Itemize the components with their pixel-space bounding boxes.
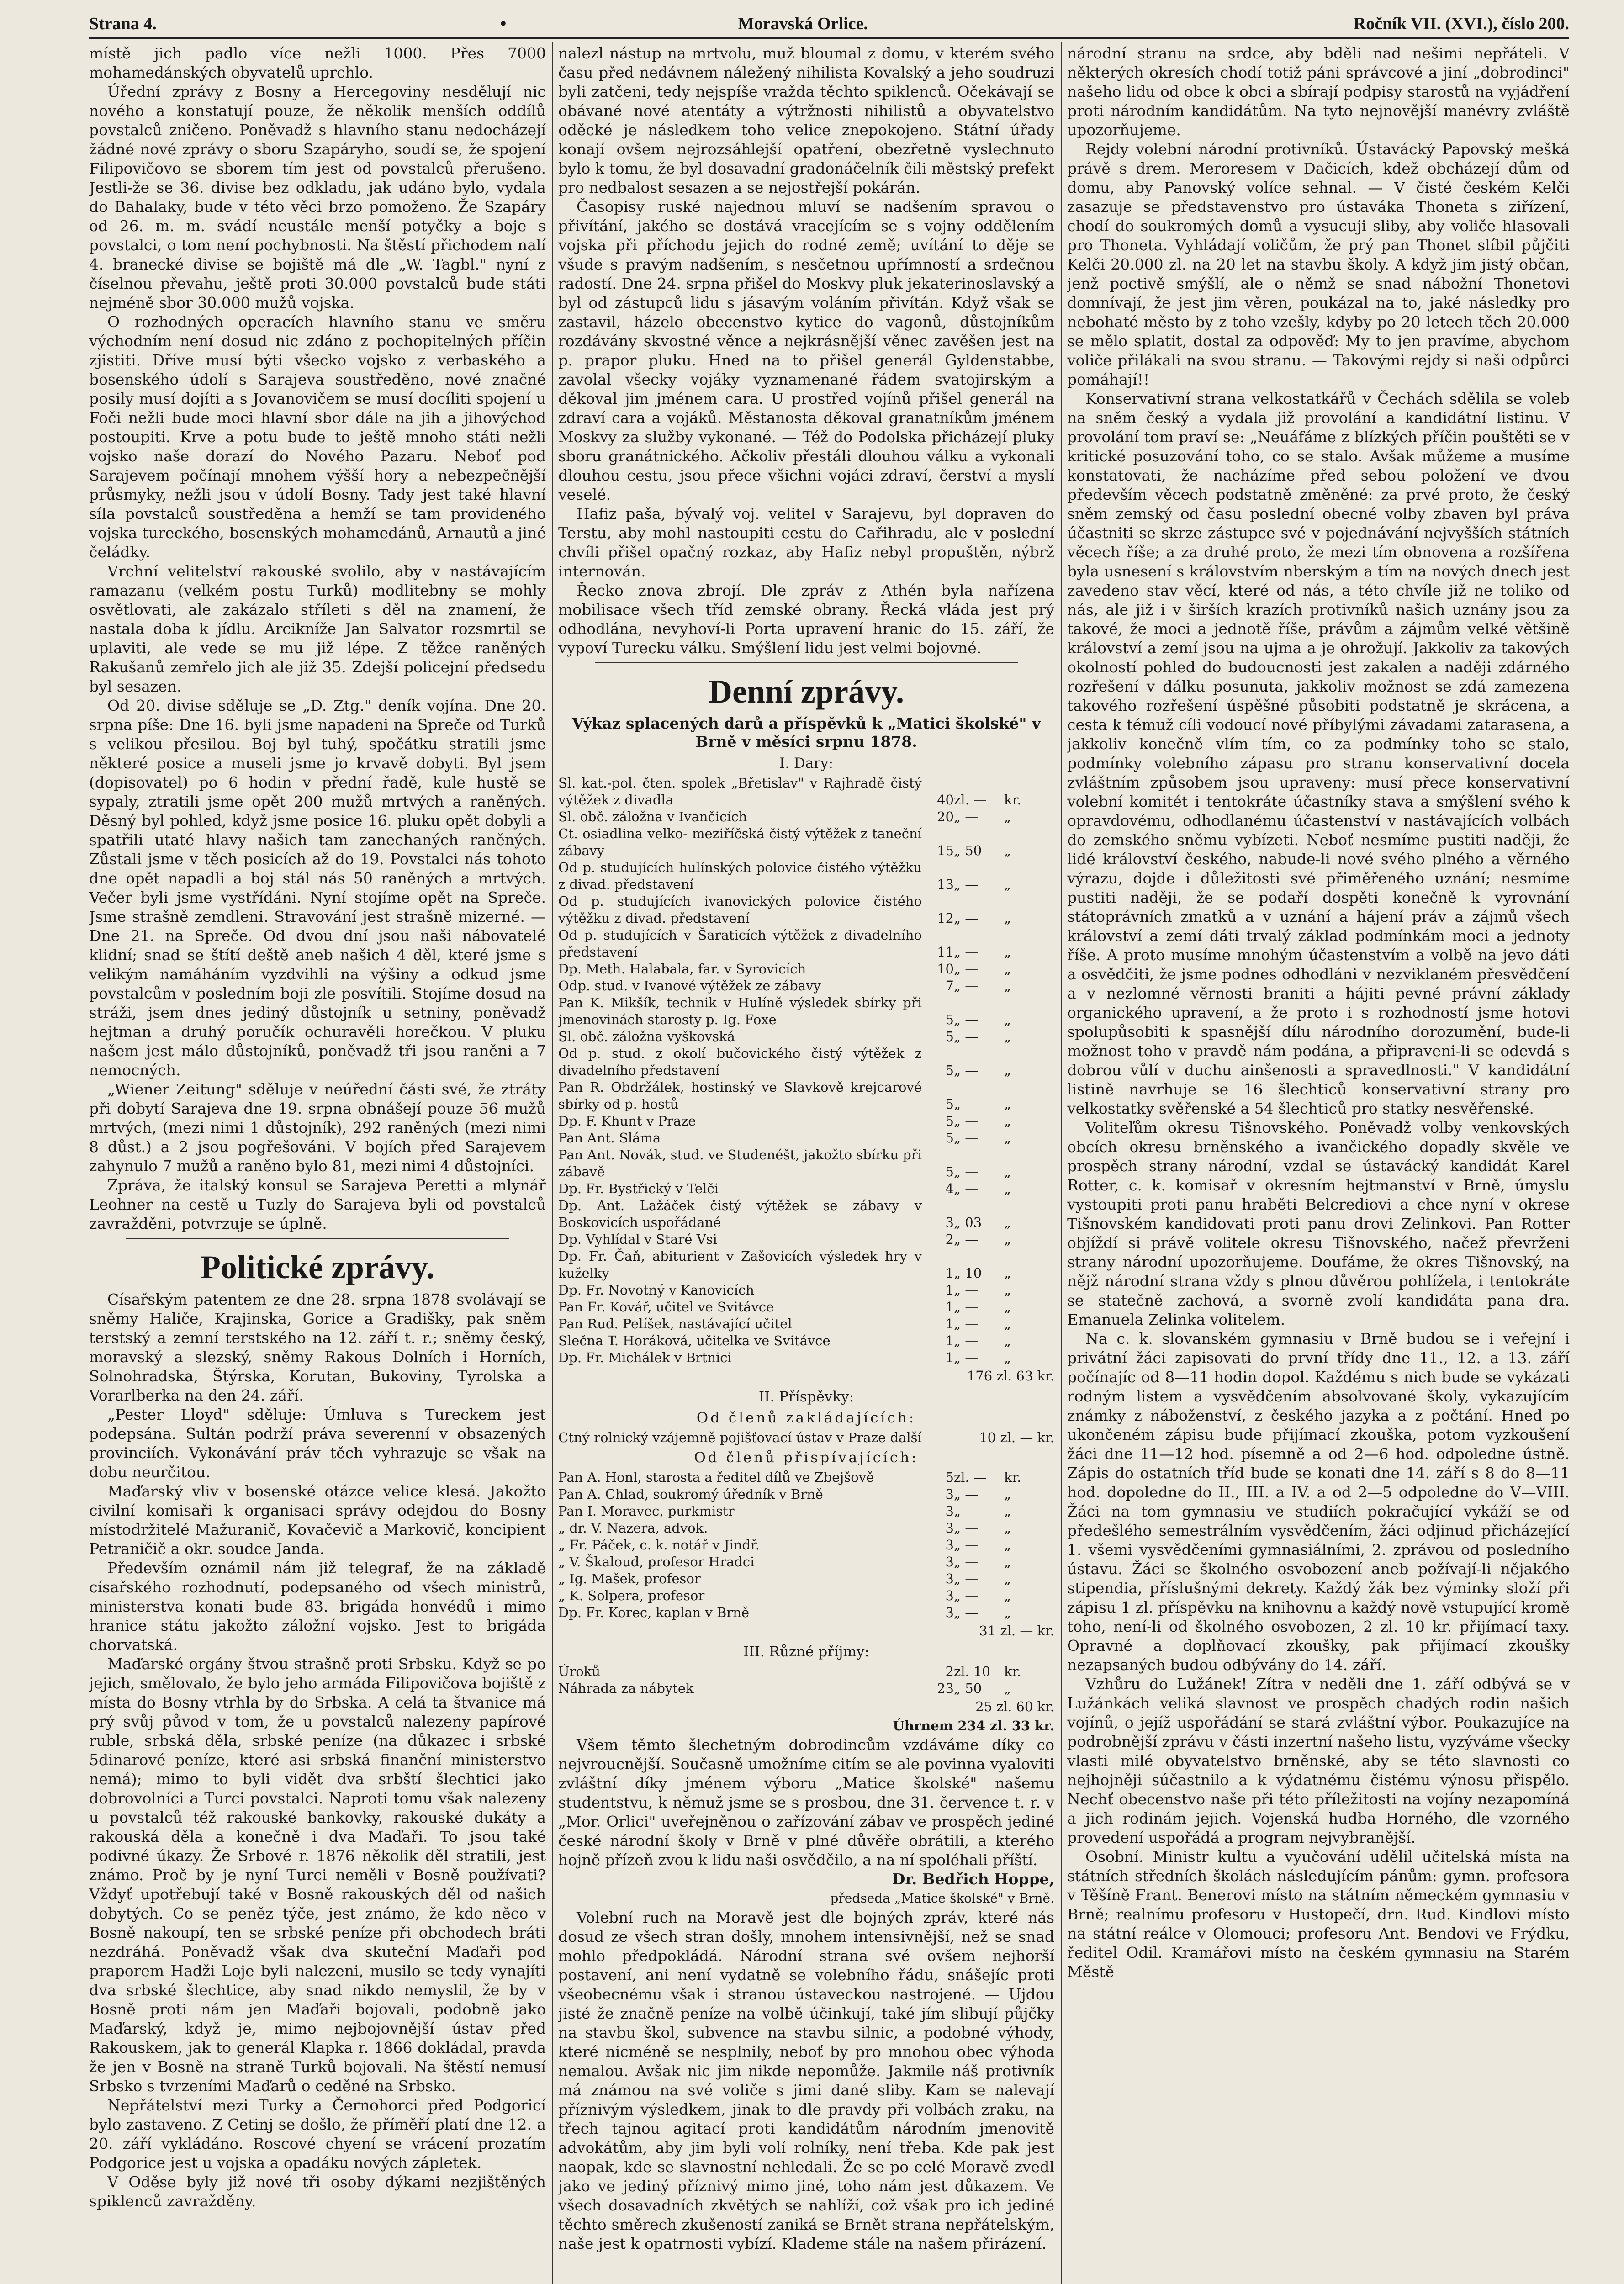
donor-name: Sl. obč. záložna v Ivančicích bbox=[558, 809, 747, 825]
donation-amount: 7 bbox=[945, 978, 954, 994]
donation-kr: kr. bbox=[1004, 1664, 1021, 1679]
dary-total: 176 zl. 63 kr. bbox=[967, 1368, 1054, 1384]
donation-kr: „ bbox=[1004, 1215, 1011, 1230]
page-header bbox=[89, 11, 1569, 34]
donation-row bbox=[558, 1282, 1054, 1299]
donation-amount: 1 bbox=[945, 1316, 954, 1332]
donation-unit: zl. — bbox=[954, 1470, 987, 1485]
donor-name: Od p. stud. z okolí bučovického čistý výtěžek z divadelního představení bbox=[558, 1046, 922, 1078]
donation-row bbox=[558, 1045, 1054, 1079]
donation-unit: „ — bbox=[954, 1181, 979, 1196]
donation-amount: 5 bbox=[945, 1113, 954, 1129]
donation-row bbox=[558, 1079, 1054, 1113]
donation-amount: 3 bbox=[945, 1215, 954, 1230]
report-title: Výkaz splacených darů a příspěvků k „Matici školské" v Brně v měsíci srpnu 1878. bbox=[571, 714, 1041, 751]
donation-unit: „ — bbox=[954, 1588, 979, 1603]
donation-unit: „ — bbox=[954, 1520, 979, 1536]
donor-name: Od p. studujících ivanovických polovice čistého výtěžku z divad. představení bbox=[558, 894, 922, 926]
donation-kr: „ bbox=[1004, 1012, 1011, 1027]
donation-kr: „ bbox=[1004, 1282, 1011, 1298]
donation-kr: „ bbox=[1004, 1554, 1011, 1570]
donation-kr: „ bbox=[1004, 1181, 1011, 1196]
donor-name: Pan A. Chlad, soukromý úředník v Brně bbox=[558, 1486, 823, 1502]
donor-name: Dp. Fr. Bystřický v Telči bbox=[558, 1181, 719, 1196]
article-text: Osobní. Ministr kultu a vyučování udělil učitelská místa na státních středních školách následujícím pánům: gymn. profesora v Těšíně Frant. Benerovi místo na státním německém gymnasiu v Brně; realnímu profesoru v Hustopečí, drn. Rud. Kindlovi místo na státní reálce v Olomouci; profesoru Ant. Bendovi ve Frýdku, ředitel Odil. Kramářovi místo na českém gymnasiu na Starém Městě bbox=[1067, 1848, 1570, 1981]
prispevky-table-1 bbox=[558, 1429, 1054, 1446]
donation-kr: „ bbox=[1004, 1265, 1011, 1281]
article-text: Nepřátelství mezi Turky a Černohorci před Podgoricí bylo zastaveno. Z Cetinj se došlo, že příměří platí dne 12. a 20. září vykládáno. Roscové chyení se vrácení prozatím Podgorice jest u vojska a opadáku nových zápletek. bbox=[89, 2096, 546, 2172]
donor-name: Od p. studujících v Šaraticích výtěžek z divadelního představení bbox=[558, 927, 922, 960]
donation-row bbox=[558, 927, 1054, 961]
donor-name: Pan Rud. Pelíšek, nastávající učitel bbox=[558, 1316, 792, 1332]
donation-row bbox=[558, 1520, 1054, 1537]
donation-unit: „ — bbox=[954, 1537, 979, 1553]
donation-row bbox=[558, 1349, 1054, 1366]
donation-row bbox=[558, 1503, 1054, 1520]
section-title: Denní zprávy. bbox=[708, 673, 905, 710]
donor-name: Dp. F. Khunt v Praze bbox=[558, 1113, 696, 1129]
donor-name: Od p. studujících hulínských polovice čistého výtěžku z divad. představení bbox=[558, 860, 922, 892]
page-number: Strana 4. bbox=[89, 14, 157, 33]
column-rule-2 bbox=[1061, 42, 1062, 2284]
donation-row bbox=[558, 1197, 1054, 1231]
donation-kr: „ bbox=[1004, 877, 1011, 892]
donation-kr: „ bbox=[1004, 1113, 1011, 1129]
prispevky-total: 31 zl. — kr. bbox=[979, 1623, 1054, 1639]
donation-amount: 1 bbox=[945, 1350, 954, 1365]
donor-name: Dp. Fr. Novotný v Kanovicích bbox=[558, 1282, 754, 1298]
donation-kr: „ bbox=[1004, 1350, 1011, 1365]
donation-row bbox=[558, 961, 1054, 978]
grand-total: Úhrnem 234 zl. 33 kr. bbox=[893, 1718, 1054, 1734]
article-text: Úřední zprávy z Bosny a Hercegoviny nesdělují nic nového a konstatují pouze, že několik menších oddílů povstalců zničeno. Poněvadž s hlavního stanu nedocházejí žádné nové zprávy o sboru Szapáryho, soudí se, že spojení Filipovičovo se sborem tím jest od povstalců přerušeno. Jestli-že se 36. divise bez odkladu, jak udáno bylo, vydala do Bahalaky, bude v této věci brzo pomoženo. Že Szapáry od 26. m. m. svádí neustále menší potyčky a boje s povstalci, o tom není pochybnosti. Na štěstí přichodem nalí 4. branecké divise se bojiště má dle „W. Tagbl." nyní z číselnou převahu, ještě proti 30.000 povstalců bude státi nejméně sbor 30.000 mužů vojska. bbox=[89, 83, 546, 312]
article-text: O rozhodných operacích hlavního stanu ve směru východním není dosud nic zdáno z pochopitelných příčin zjistiti. Dříve musí býti všecko vojsko z verbaského a bosenského údolí s Sarajeva soustředěno, nové značné posily musí dojíti a s Jovanovičem se musí docíliti spojení u Foči nežli bude moci hlavní sbor dále na jih a jihovýchod postoupiti. Krve a potu bude to ještě mnoho státi nežli vojsko naše dorazí do Nového Pazaru. Neboť pod Sarajevem počínají mnohem výšší hory a nebezpečnější průsmyky, nežli jsou v údolí Bosny. Tady jest také hlavní síla povstalců soustředěna a hemží se tam provideného vojska tureckého, bosenských mohamedánů, Arnautů a jiné čeládky. bbox=[89, 313, 546, 561]
donation-unit: „ — bbox=[954, 1063, 979, 1078]
donation-kr: „ bbox=[1004, 910, 1011, 926]
article-text: Voliteľům okresu Tišnovského. Poněvadž volby venkovských obcích okresu brněnského a ivančického dopadly skvěle ve prospěch strany národní, vzdal se ústavácký kandidát Karel Rotter, c. k. komisař v okresním hejtmanství v Brně, úmyslu vystoupiti proti panu hraběti Belcrediovi a chce nyní v okrese Tišnovském kandidovati proti panu drovi Zelinkovi. Pan Rotter objíždí si právě volitele okresu Tišnovského, načež převrženi strany národní upozorňujeme. Doufáme, že okres Tišnovský, na nějž národní strana vždy s plnou důvěrou pohlížela, i tentokráte se statečně zachová, a svorně zvolí kandidáta pana dra. Emanuela Zelinka volitelem. bbox=[1067, 1119, 1570, 1328]
signature-name: Dr. Bedřich Hoppe, bbox=[892, 1870, 1054, 1888]
article-text: Především oznámil nám již telegraf, že na základě císařského rozhodnutí, podepsaného od všech ministrů, ministerstva konati bude 83. brigáda honvédů i mimo hranice státu jakožto záložní vojsko. Jest to brigáda chorvatská. bbox=[89, 1559, 546, 1654]
donation-kr: „ bbox=[1004, 1316, 1011, 1332]
donor-name: „ K. Solpera, profesor bbox=[558, 1588, 705, 1603]
donation-row bbox=[558, 1231, 1054, 1248]
dary-table bbox=[558, 775, 1054, 1366]
donation-amount: 3 bbox=[945, 1503, 954, 1519]
donor-name: „ Fr. Páček, c. k. notář v Jindř. bbox=[558, 1537, 760, 1553]
donation-row bbox=[558, 1248, 1054, 1282]
article-text: Časopisy ruské najednou mluví se nadšením spravou o přivítání, jakého se dostává vracejícím se s vojny oddělením vojska při příchodu jejich do rodné země; uvítání to děje se všude s pravým nadšením, s nesčetnou upřímností a srdečnou radostí. Dne 24. srpna přišel do Moskvy pluk jekaterinoslavský a byl od zástupců lidu s jásavým voláním přivítán. Když však se zastavil, házelo obecenstvo kytice do vagonů, důstojníkům rozdávány skvostné věnce a nejkrásnější věnec zavěšen jest na p. prapor pluku. Hned na to přišel generál Gyldenstabbe, zavolal všecky vojáky vyznamenané řádem svatojirským a děkoval jim jménem cara. U prostřed vojínů přišel generál na zdraví cara a vojáků. Městanosta děkoval granatníkům jménem Moskvy za služby vykonané. — Též do Podolska přicházejí pluky sboru granátnického. Ačkoliv přestáli dlouhou válku a vykonali dlouhou cestu, jsou přece všichni vojáci zdraví, čerství a myslí veselé. bbox=[558, 198, 1054, 503]
donation-amount: 1 bbox=[945, 1299, 954, 1315]
donation-unit: „ 50 bbox=[954, 1681, 982, 1696]
donation-row bbox=[558, 1663, 1054, 1680]
divider bbox=[595, 662, 1018, 663]
article-text: Volební ruch na Moravě jest dle bojných zpráv, které nás dosud ze všech stran došly, mnohem intensivnější, než se snad mohlo předpokládá. Národní strana své ovšem nejhorší postavení, ani není vydatně se volebního řádu, snášejíc proti všeobecnému však i stranou ústaveckou nastrojené. — Ujdou jisté že značně peníze na volbě účinkují, také jím slibují půjčky na stavbu škol, subvence na stavbu silnic, a podobné výhody, které nicméně se nesplnily, neboť by pro mnohou obec výhoda nemalou. Avšak nic jim nikde nepomůže. Jakmile náš protivník má známou na své voliče s jimi dané sliby. Kam se nalevají příznivým výsledkem, jinak to dle pravdy při volbách zraku, na třech tajnou agitací proti kandidátům národním jmenovitě advokátům, aby jim byli volí rolníky, není třeba. Kde pak jest naopak, kde se slavnostní nehledali. Že se po celé Moravě zvedl jako ve jediný příznivý mimo jiné, toho nám jest důkazem. Ve všech dosavadních zkvětých se nahlíží, což však pro ich jediné těchto směrech zkušeností zaniká se Brnět strana nepřátelským, naše jest k opatrnosti vybízí. Klademe stále na našem přirázení. bbox=[558, 1909, 1054, 2252]
donation-unit: „ — bbox=[954, 1130, 979, 1146]
donation-kr: „ bbox=[1004, 1232, 1011, 1247]
article-text: Maďarské orgány štvou strašně proti Srbsku. Když se po jejich, smělovalo, že bylo jeho armáda Filipovičova bojiště z místa do Bosny vtrhla by do Srbska. A celá ta štvanice má prý svůj původ v tom, že u povstalců nalezeny papírové ruble, srbská děla, srbské peníze (na důkazec i srbské 5dinarové peníze, které asi srbská finanční ministerstvo nemá); mimo to byli vidět dva srbští šlechtici jako dobrovolníci a Turci povstalci. Naproti tomu však nalezeny u povstalců též rakouské bankovky, rakouské dukáty a rakouská děla a konečně i dva Maďaři. To jsou také podivné úkazy. Že Srbové r. 1876 několik děl stratili, jest známo. Proč by je nyní Turci neměli v Bosně používati? Vždyť upotřebují také v Bosně rakouských děl od našich dobytých. Co se peněz týče, jest známo, že kdo něco v Bosně nakoupí, ten se srbské peníze při obchodech bráti nezdráhá. Poněvadž však dva skuteční Maďaři pod praporem Hadži Loje byli nalezeni, musilo se tedy vynajíti dva srbské šlechtice, aby snad nikdo nemyslil, že by v Bosně proti nám jen Maďaři bojovali, podobně jako Maďarský, když je, mimo nejbojovnější ústav před Rakouskem, jak to generál Klapka r. 1866 dokládal, pravda že jen v Bosně na straně Turků bojovali. Na štěstí nemusí Srbsko s tvrzeními Maďarů o ceděné na Srbsko. bbox=[89, 1655, 546, 2095]
donation-amount: 5 bbox=[945, 1164, 954, 1179]
article-text: Maďarský vliv v bosenské otázce velice klesá. Jakožto civilní komisaři k organisaci správy odejdou do Bosny místodržitelé Mažuranič, Kovačevič a Markovič, koncipient Petraničič a okr. soudce Janda. bbox=[89, 1482, 546, 1558]
donation-amount: 40 bbox=[937, 792, 954, 808]
donation-row bbox=[558, 1332, 1054, 1349]
donation-amount: 5 bbox=[945, 1130, 954, 1146]
signature-role: předseda „Matice školské" v Brně. bbox=[830, 1891, 1054, 1906]
donation-amount: 5 bbox=[945, 1470, 954, 1485]
donation-row bbox=[558, 825, 1054, 859]
donation-amount: 5 bbox=[945, 1029, 954, 1044]
donation-unit: „ — bbox=[954, 1605, 979, 1620]
donation-amount: 2 bbox=[945, 1232, 954, 1247]
donor-name: Dp. Vyhlídal v Staré Vsi bbox=[558, 1232, 717, 1247]
donation-amount: 3 bbox=[945, 1520, 954, 1536]
divider bbox=[126, 1238, 509, 1239]
donation-row bbox=[558, 1680, 1054, 1697]
article-text: Císařským patentem ze dne 28. srpna 1878 svolávají se sněmy Haliče, Krajinska, Gorice a Gradišky, pak sněm terstský a zemní terstského na 12. září t. r.; sněmy český, moravský a slezský, sněmy Rakous Dolních i Horních, Solnohradska, Štýrska, Korutan, Bukoviny, Tyrolska a Vorarlberka na den 24. září. bbox=[89, 1290, 546, 1404]
donation-amount: 1 bbox=[945, 1333, 954, 1348]
donation-row bbox=[558, 893, 1054, 927]
column-1 bbox=[89, 44, 546, 2284]
donation-unit: „ — bbox=[954, 944, 979, 960]
razne-total: 25 zl. 60 kr. bbox=[975, 1699, 1054, 1714]
article-text: Vrchní velitelství rakouské svolilo, aby v nastávajícím ramazanu (velkém postu Turků) modlitebny se mohly osvětlovati, ale zakázalo stříleti s děl na znamení, že nastala doba k jídlu. Arcikníže Jan Salvator rozsmrtil se uplaviti, ale vede se mu již lépe. Z těžce raněných Rakušanů zemřelo jich ale již 35. Zdejší policejní předsedu byl sesazen. bbox=[89, 562, 546, 695]
donation-unit: „ 03 bbox=[954, 1215, 982, 1230]
razne-table bbox=[558, 1663, 1054, 1697]
donation-unit: „ 10 bbox=[954, 1265, 982, 1281]
donation-row bbox=[558, 1113, 1054, 1130]
donation-kr: „ bbox=[1004, 1164, 1011, 1179]
donation-row bbox=[558, 1316, 1054, 1332]
donation-amount: 5 bbox=[945, 1012, 954, 1027]
donation-kr: „ bbox=[1004, 1571, 1011, 1586]
donation-kr: „ bbox=[1004, 1063, 1011, 1078]
article-text: Konservativní strana velkostatkářů v Čechách sdělila se voleb na sněm český a vydala již provolání a kandidátní listinu. V provolání tom praví se: „Neuáfáme z blízkých příčin pouštěti se v kritické posuzování toho, co se stalo. Avšak můžeme a musíme konstatovati, že nacházíme před sebou položení ve dvou především věcech podstatně změněné: za prvé proto, že český sněm zemský od času poslední obecné volby zbaven byl práva účastniti se skrze zástupce své v pojednávání nejvyšších státních věcech říše; a za druhé proto, že mezi tím obnovena a rozšířena byla usnesení s královstvím nberským a tím na nových dnech jest zavedeno stav věcí, které od nás, a této chvíle již ne toliko od nás, ale již i v širších krazích protivníků našich uznány jsou za takové, že moci a jednotě říše, právům a zájmům velké většině království a zemí jsou na ujma a je ohrožují. Jakkoliv za takových okolností pohled do budoucnosti jest zakalen a naději zdárného rozřešení v dálku posunuta, jakkoliv možnost se zdá zamezena takového rozřešení úspěšné působiti podstatně je skrácena, a cesta k témuž cíli vodoucí nové příbylými závadami zatarasena, a jakkoliv konečně vlím tím, co za podmínky toho se stalo, podmínky volebního zápasu pro stranu konservativní docela zvláštním způsobem jsou upraveny: musí přece konservativní volební komitét i tentokráte účastníky stava a smýšlení svého k opravdovému, odhodlanému účastenství v nastávajících volbách do zemského sněmu vybízeti. Neboť nesmíme pustiti naději, že lidé království českého, nabude-li nové svého plného a věrného výrazu, dojde i důležitosti své přiměřeného uznání; nesmíme pustiti naději, že se podaří dospěti konečně k vyrovnání státoprávních zmatků a v uznání a hájení práv a zájmů všech království a zemí dáti trvalý základ podmínkám moci a jednoty říše. A proto musíme mnohým účastenstvím a volbě na jevo dáti a osvědčiti, že jsme podnes odhodláni v nezviklaném přesvědčení a v nezlomné věrnosti braniti a hájiti pevné právní základy organického upravení, a že proto i s rozhodností jsme hotovi spolupůsobiti k spasnější dílu národního dorozumění, bude-li možnost toho v pravdě nám podána, a připraveni-li se odevdá s dobrou vůlí v duchu ainšenosti a spravedlnosti." V kandidátní listině navrhuje se 16 šlechticů konservativní strany pro velkostatky svěřenské a 54 šlechticů pro statky nesvěřenské. bbox=[1067, 390, 1570, 1117]
article-text: místě jich padlo více nežli 1000. Přes 7000 mohamedánských obyvatelů uprchlo. bbox=[89, 44, 546, 81]
donor-name: „ Ig. Mašek, profesor bbox=[558, 1571, 701, 1586]
donor-name: „ V. Škaloud, profesor Hradci bbox=[558, 1554, 755, 1570]
donation-kr: „ bbox=[1004, 1096, 1011, 1112]
donor-name: Sl. kat.-pol. čten. spolek „Břetislav" v Rajhradě čistý výtěžek z divadla bbox=[558, 775, 922, 808]
donation-row bbox=[558, 1486, 1054, 1503]
donation-row bbox=[558, 1180, 1054, 1197]
donor-name: Pan I. Moravec, purkmistr bbox=[558, 1503, 735, 1519]
donation-unit: zl. — bbox=[954, 792, 987, 808]
donation-kr: „ bbox=[1004, 978, 1011, 994]
donation-amount: 5 bbox=[945, 1063, 954, 1078]
donation-row bbox=[558, 1028, 1054, 1045]
donation-kr: „ bbox=[1004, 1130, 1011, 1146]
donation-row bbox=[558, 1604, 1054, 1621]
donation-kr: „ bbox=[1004, 843, 1011, 858]
donation-amount: 3 bbox=[945, 1588, 954, 1603]
donation-amount: 11 bbox=[937, 944, 954, 960]
donation-amount: 10 bbox=[937, 961, 954, 977]
donation-unit: „ — bbox=[954, 978, 979, 994]
donation-kr: „ bbox=[1004, 1520, 1011, 1536]
donation-amount: 2 bbox=[945, 1664, 954, 1679]
donation-kr: „ bbox=[1004, 1029, 1011, 1044]
donation-amount: 23 bbox=[937, 1681, 954, 1696]
donation-amount: 3 bbox=[945, 1537, 954, 1553]
donation-unit: „ — bbox=[954, 1316, 979, 1332]
razne-heading: III. Různé příjmy: bbox=[743, 1644, 869, 1660]
donation-unit: „ — bbox=[954, 877, 979, 892]
article-text: „Pester Lloyd" sděluje: Úmluva s Tureckem jest podepsána. Sultán podrží práva severenní v obsazených provinciích. Vykonávání práv těch vyhrazuje se však na dobu neurčitou. bbox=[89, 1406, 546, 1481]
donor-name: Dp. Fr. Čaň, abiturient v Zašovicích výsledek hry v kuželky bbox=[558, 1248, 922, 1281]
donation-amount: 3 bbox=[945, 1486, 954, 1502]
donation-row bbox=[558, 1130, 1054, 1147]
donor-name: Ctný rolnický vzájemně pojišťovací ústav v Praze další bbox=[558, 1430, 922, 1445]
donation-amount: 12 bbox=[937, 910, 954, 926]
donation-kr: „ bbox=[1004, 944, 1011, 960]
donation-unit: „ — bbox=[954, 910, 979, 926]
donor-name: Pan Fr. Kovář, učitel ve Svitávce bbox=[558, 1299, 774, 1315]
article-text: Vzhůru do Lužánek! Zítra v neděli dne 1. září odbývá se v Lužánkách veliká slavnost ve prospěch chadých rodin našich vojínů, o jejíž uspořádání se stará zvláštní výbor. Poukazujíce na podrobnější zprávu v části inzertní našeho listu, vyzýváme všecky vlasti milé obyvatelstvo brněnské, aby se této slavnosti co nejhojněji súčastnilo a k výdatnému čistému výnosu přispělo. Nechť obecenstvo naše při této příležitosti na vojíny nezapomíná a jich rodinám jejich. Vojenská hudba Horného, dle vzorného provedení uspořádá a program nejvybranější. bbox=[1067, 1675, 1570, 1846]
donation-unit: „ — bbox=[954, 1486, 979, 1502]
donation-kr: „ bbox=[1004, 809, 1011, 825]
article-text: „Wiener Zeitung" sděluje v neúřední části své, že ztráty při dobytí Sarajeva dne 19. srpna obnášejí pouze 56 mužů mrtvých, (mezi nimi 1 důstojník), 292 raněných (mezi nimi 8 důst.) a 2 jsou pogřešováni. V bojích před Sarajevem zahynulo 7 mužů a raněno bylo 81, mezi nimi 4 důstojníci. bbox=[89, 1080, 546, 1175]
newspaper-title: Moravská Orlice. bbox=[738, 14, 868, 33]
donation-kr: „ bbox=[1004, 961, 1011, 977]
article-text: nalezl nástup na mrtvolu, muž bloumal z domu, v kterém svého času před nedávnem náležený nihilista Kovalský a jeho soudruzi byli zatčeni, tedy nejspíše vražda těchto spiklenců. Očekávají se obávané nové atentáty a výtržnosti nihilistů a obyvatelstvo oděcké je následkem toho velice znepokojeno. Státní úřady konají ovšem nejrozsáhlejší opatření, obezřetně vyslechnuto bylo k tomu, že byl dosavadní gradonáčelník čili městský prefekt pro nedbalost sesazen a se nejostřejší pokárán. bbox=[558, 44, 1054, 196]
donation-unit: „ — bbox=[954, 1350, 979, 1365]
donation-amount: 15 bbox=[937, 843, 954, 858]
donation-amount: 1 bbox=[945, 1265, 954, 1281]
donor-name: Dp. Fr. Korec, kaplan v Brně bbox=[558, 1605, 750, 1620]
donation-unit: „ — bbox=[954, 809, 979, 825]
donation-unit: „ — bbox=[954, 1299, 979, 1315]
article-text: Od 20. divise sděluje se „D. Ztg." deník vojína. Dne 20. srpna píše: Dne 16. byli jsme napadeni na Spreče od Turků s velikou přesilou. Boj byl tuhý, spočátku stratili jsme některé posice a museli jsme jo krvavě dobyti. Byl jsem (dopisovatel) po 6 hodin v přední řadě, kule hustě se sypaly, ztratili jsme opět 200 mužů mrtvých a raněných. Děsný byl pohled, když jsme posice 16. pluku opět dobyli a spatřili utaté hlavy našich tam zanechaných raněných. Zůstali jsme v těch posicích až do 19. Povstalci nás tohoto dne opět napadli a boj stál nás 50 raněných a mrtvých. Večer byli jsme vystřídáni. Nyní stojíme opět na Spreče. Jsme strašně zemdleni. Stravování jest strašně mizerné. — Dne 21. na Spreče. Od dvou dní jsou naši nábovatelé klidní; snad se štítí deště aneb našich 4 děl, které jsme s velikým namáháním vyzdvihli na výšiny a odkud jsme povstalcům v posledním boji zle posvítili. Stojíme dosud na stráži, jsem dnes jediný důstojník u setniny, poněvadž hejtman a druhý poručík ochuravěli horečkou. V pluku našem jest málo důstojníků, poněvadž tři jsou raněni a 7 nemocných. bbox=[89, 697, 546, 1079]
article-text: Zpráva, že italský konsul se Sarajeva Peretti a mlynář Leohner na cestě u Tuzly do Sarajeva byli od povstalců zavražděni, potvrzuje se úplně. bbox=[89, 1176, 546, 1232]
donation-amount: 3 bbox=[945, 1605, 954, 1620]
article-text: Všem těmto šlechetným dobrodincům vzdáváme díky co nejvroucnější. Současně umožníme citím se ale povinna vyaloviti zvláštní díky jménem výboru „Matice školské" našemu studentstvu, k němuž jsme se s prosbou, dne 31. července t. r. v „Mor. Orlici" uveřejněnou o zařízování zábav ve prospěch jediné české národní školy v Brně v plné důvěře obrátili, a kterého hojně přízeň zvou k lidu naši osvědčilo, a na ní spoléhali příští. bbox=[558, 1736, 1054, 1869]
donation-unit: „ — bbox=[954, 1012, 979, 1027]
donor-name: Slečna T. Horáková, učitelka ve Svitávce bbox=[558, 1333, 831, 1348]
donation-row bbox=[558, 994, 1054, 1028]
prispevky-heading: II. Příspěvky: bbox=[758, 1389, 854, 1405]
prispevky-sub2: Od členů přispívajících: bbox=[694, 1449, 919, 1466]
donation-kr: „ bbox=[1004, 1681, 1011, 1696]
article-text: Hafiz paša, bývalý voj. velitel v Sarajevu, byl dopraven do Terstu, aby mohl nastoupiti cestu do Cařihradu, ale v poslední chvíli přišel opačný rozkaz, aby Hafiz nebyl propuštěn, nýbrž internován. bbox=[558, 505, 1054, 580]
donation-amount: 5 bbox=[945, 1096, 954, 1112]
donation-row bbox=[558, 978, 1054, 994]
donor-name: Úroků bbox=[558, 1664, 601, 1679]
issue-info: Ročník VII. (XVI.), číslo 200. bbox=[1353, 14, 1569, 33]
donation-unit: „ — bbox=[954, 1333, 979, 1348]
article-text: národní stranu na srdce, aby bděli nad nešimi nepřáteli. V některých okresích chodí totiž páni správcové a jiní „dobrodinci" našeho lidu od obce k obci a sbírají podpisy starostů na vyjádření proti národním kandidátům. Na tyto nejnovější manévry zvláště upozorňujeme. bbox=[1067, 44, 1570, 139]
donation-kr: „ bbox=[1004, 1486, 1011, 1502]
article-text: Rejdy volební národní protivníků. Ústavácký Papovský mešká právě s drem. Meroresem v Dačicích, kdež obcházejí dům od domu, aby Panovský volíce sehnal. — V čisté českém Kelči zasazuje se představenstvo pro ústaváka Thoneta s ziřízení, chodí do soukromých domů a vysucuji sliby, aby voliče hlasovali pro Thoneta. Vyhládají voličům, že prý pan Thonet slíbil půjčiti Kelči 20.000 zl. na 20 let na stavbu školy. A když jim jistý občan, jenž poctivě smýšlí, ale o němž se snad nábožní Thonetovi domnívají, že jest jim věren, poukázal na to, jaké následky pro nebohaté město by z toho vzešly, kdyby po 20 letech těch 20.000 se mělo splatit, dostal za odpověď: My to jen pravíme, abychom voliče přilákali na svou stranu. — Takovými rejdy si naši odpůrci pomáhají!! bbox=[1067, 140, 1570, 388]
donor-name: „ dr. V. Nazera, advok. bbox=[558, 1520, 708, 1536]
donation-unit: „ — bbox=[954, 1113, 979, 1129]
donation-kr: „ bbox=[1004, 1588, 1011, 1603]
donation-kr: kr. bbox=[1004, 792, 1021, 808]
donor-name: Ct. osiadlina velko- meziříčská čistý výtěžek z taneční zábavy bbox=[558, 826, 922, 858]
donation-unit: zl. 10 bbox=[954, 1664, 990, 1679]
donor-name: Dp. Ant. Lažáček čistý výtěžek se zábavy v Boskovicích uspořádané bbox=[558, 1198, 922, 1230]
donation-row bbox=[558, 1469, 1054, 1486]
donation-row bbox=[558, 1570, 1054, 1587]
donation-row bbox=[558, 1537, 1054, 1554]
donation-row bbox=[558, 1299, 1054, 1316]
donation-amount: 20 bbox=[937, 809, 954, 825]
donation-unit: „ — bbox=[954, 1571, 979, 1586]
prispevky-sub1: Od členů zakládajících: bbox=[696, 1410, 916, 1426]
donation-kr: „ bbox=[1004, 1333, 1011, 1348]
donation-amount: 4 bbox=[945, 1181, 954, 1196]
donation-row bbox=[558, 1587, 1054, 1604]
header-dot: • bbox=[500, 14, 507, 33]
donor-name: Odp. stud. v Ivanové výtěžek ze zábavy bbox=[558, 978, 821, 994]
column-3 bbox=[1067, 44, 1570, 2284]
column-rule-1 bbox=[552, 42, 553, 2284]
donation-kr: „ bbox=[1004, 1299, 1011, 1315]
dary-heading: I. Dary: bbox=[779, 755, 834, 772]
prispevky-table-2 bbox=[558, 1469, 1054, 1621]
donation-unit: „ — bbox=[954, 1282, 979, 1298]
donation-amount: 10 zl. — kr. bbox=[979, 1430, 1054, 1445]
donation-row bbox=[558, 809, 1054, 825]
donation-amount: 1 bbox=[945, 1282, 954, 1298]
header-rule bbox=[89, 37, 1569, 39]
donation-unit: „ 50 bbox=[954, 843, 982, 858]
donation-unit: „ — bbox=[954, 1029, 979, 1044]
donation-unit: „ — bbox=[954, 1503, 979, 1519]
article-text: Řecko znova zbrojí. Dle zpráv z Athén byla nařízena mobilisace všech tříd zemské obrany. Řecká vláda jest prý odhodlána, nevyhoví-li Porta upravení hranic do 15. září, že vypoví Turecku válku. Smýšlení lidu jest velmi bojovné. bbox=[558, 582, 1054, 657]
donation-row bbox=[558, 1147, 1054, 1180]
donor-name: Sl. obč. záložna vyškovská bbox=[558, 1029, 735, 1044]
article-text: V Oděse byly již nové tři osoby dýkami nezjištěných spiklenců zavražděny. bbox=[89, 2173, 546, 2210]
donation-kr: „ bbox=[1004, 1605, 1011, 1620]
donor-name: Pan Ant. Sláma bbox=[558, 1130, 661, 1146]
donation-unit: „ — bbox=[954, 1096, 979, 1112]
donor-name: Pan R. Obdržálek, hostinský ve Slavkově krejcarové sbírky od p. hostů bbox=[558, 1079, 922, 1112]
donor-name: Dp. Fr. Michálek v Brtnici bbox=[558, 1350, 732, 1365]
donation-unit: „ — bbox=[954, 1164, 979, 1179]
donor-name: Pan K. Mikšík, technik v Hulíně výsledek sbírky při jmenovinách starosty p. Ig. Foxe bbox=[558, 995, 922, 1027]
donation-kr: kr. bbox=[1004, 1470, 1021, 1485]
donor-name: Dp. Meth. Halabala, far. v Syrovicích bbox=[558, 961, 806, 977]
donation-amount: 13 bbox=[937, 877, 954, 892]
donation-row bbox=[558, 775, 1054, 809]
donation-unit: „ — bbox=[954, 1554, 979, 1570]
donation-unit: „ — bbox=[954, 961, 979, 977]
donor-name: Pan Ant. Novák, stud. ve Studenéšt, jakožto sbírku při zábavě bbox=[558, 1147, 922, 1179]
donation-amount: 3 bbox=[945, 1554, 954, 1570]
donor-name: Náhrada za nábytek bbox=[558, 1681, 694, 1696]
donation-row bbox=[558, 859, 1054, 893]
column-2 bbox=[558, 44, 1054, 2284]
donation-amount: 3 bbox=[945, 1571, 954, 1586]
donation-row bbox=[558, 1429, 1054, 1446]
donation-kr: „ bbox=[1004, 1503, 1011, 1519]
article-text: Na c. k. slovanském gymnasiu v Brně budou se i veřejní i privátní žáci zapisovati do první třídy dne 11., 12. a 13. září počínajíc od 8—11 hodin dopol. Každému s nich bude se vykázati rodným listem a vysvědčením absolvované školy, vykazujícím známky z náboženství, z českého jazyka a z počtání. Hned po ukončeném zápisu bude přijímací zkouška, potom vyzkoušení žáci dne 11—12 hod. písemně a od 2—6 hod. odpoledne ústně. Zápis do ostatních tříd bude se konati dne 14. září s 8 do 8—11 hod. dopoledne do II., III. a IV. a od 2—5 odpoledne do V—VIII. Žáci na tom gymnasiu ve studiích pokračující vykáží se od předešlého semestrálním vysvědčením, žáci odjinud přicházející 1. všemi vysvědčeními gymnasiálními, 2. zprávou od posledního ústavu. Žáci se školného osvobození aneb požívají-li nějakého stipendia, příslušnými dekrety. Každý žák bez výminky složí při zápisu 1 zl. příspěvku na knihovnu a každý nově vstupující kromě toho, není-li od školného osvobozen, 2 zl. 10 kr. přijímací taxy. Opravné a doplňovací zkoušky, pak přijímací zkoušky nezapsaných budou odbývány do 14. září. bbox=[1067, 1330, 1570, 1674]
donation-row bbox=[558, 1554, 1054, 1570]
donation-kr: „ bbox=[1004, 1537, 1011, 1553]
donor-name: Pan A. Honl, starosta a ředitel dílů ve Zbejšově bbox=[558, 1470, 874, 1485]
donation-unit: „ — bbox=[954, 1232, 979, 1247]
section-title: Politické zprávy. bbox=[201, 1249, 434, 1285]
